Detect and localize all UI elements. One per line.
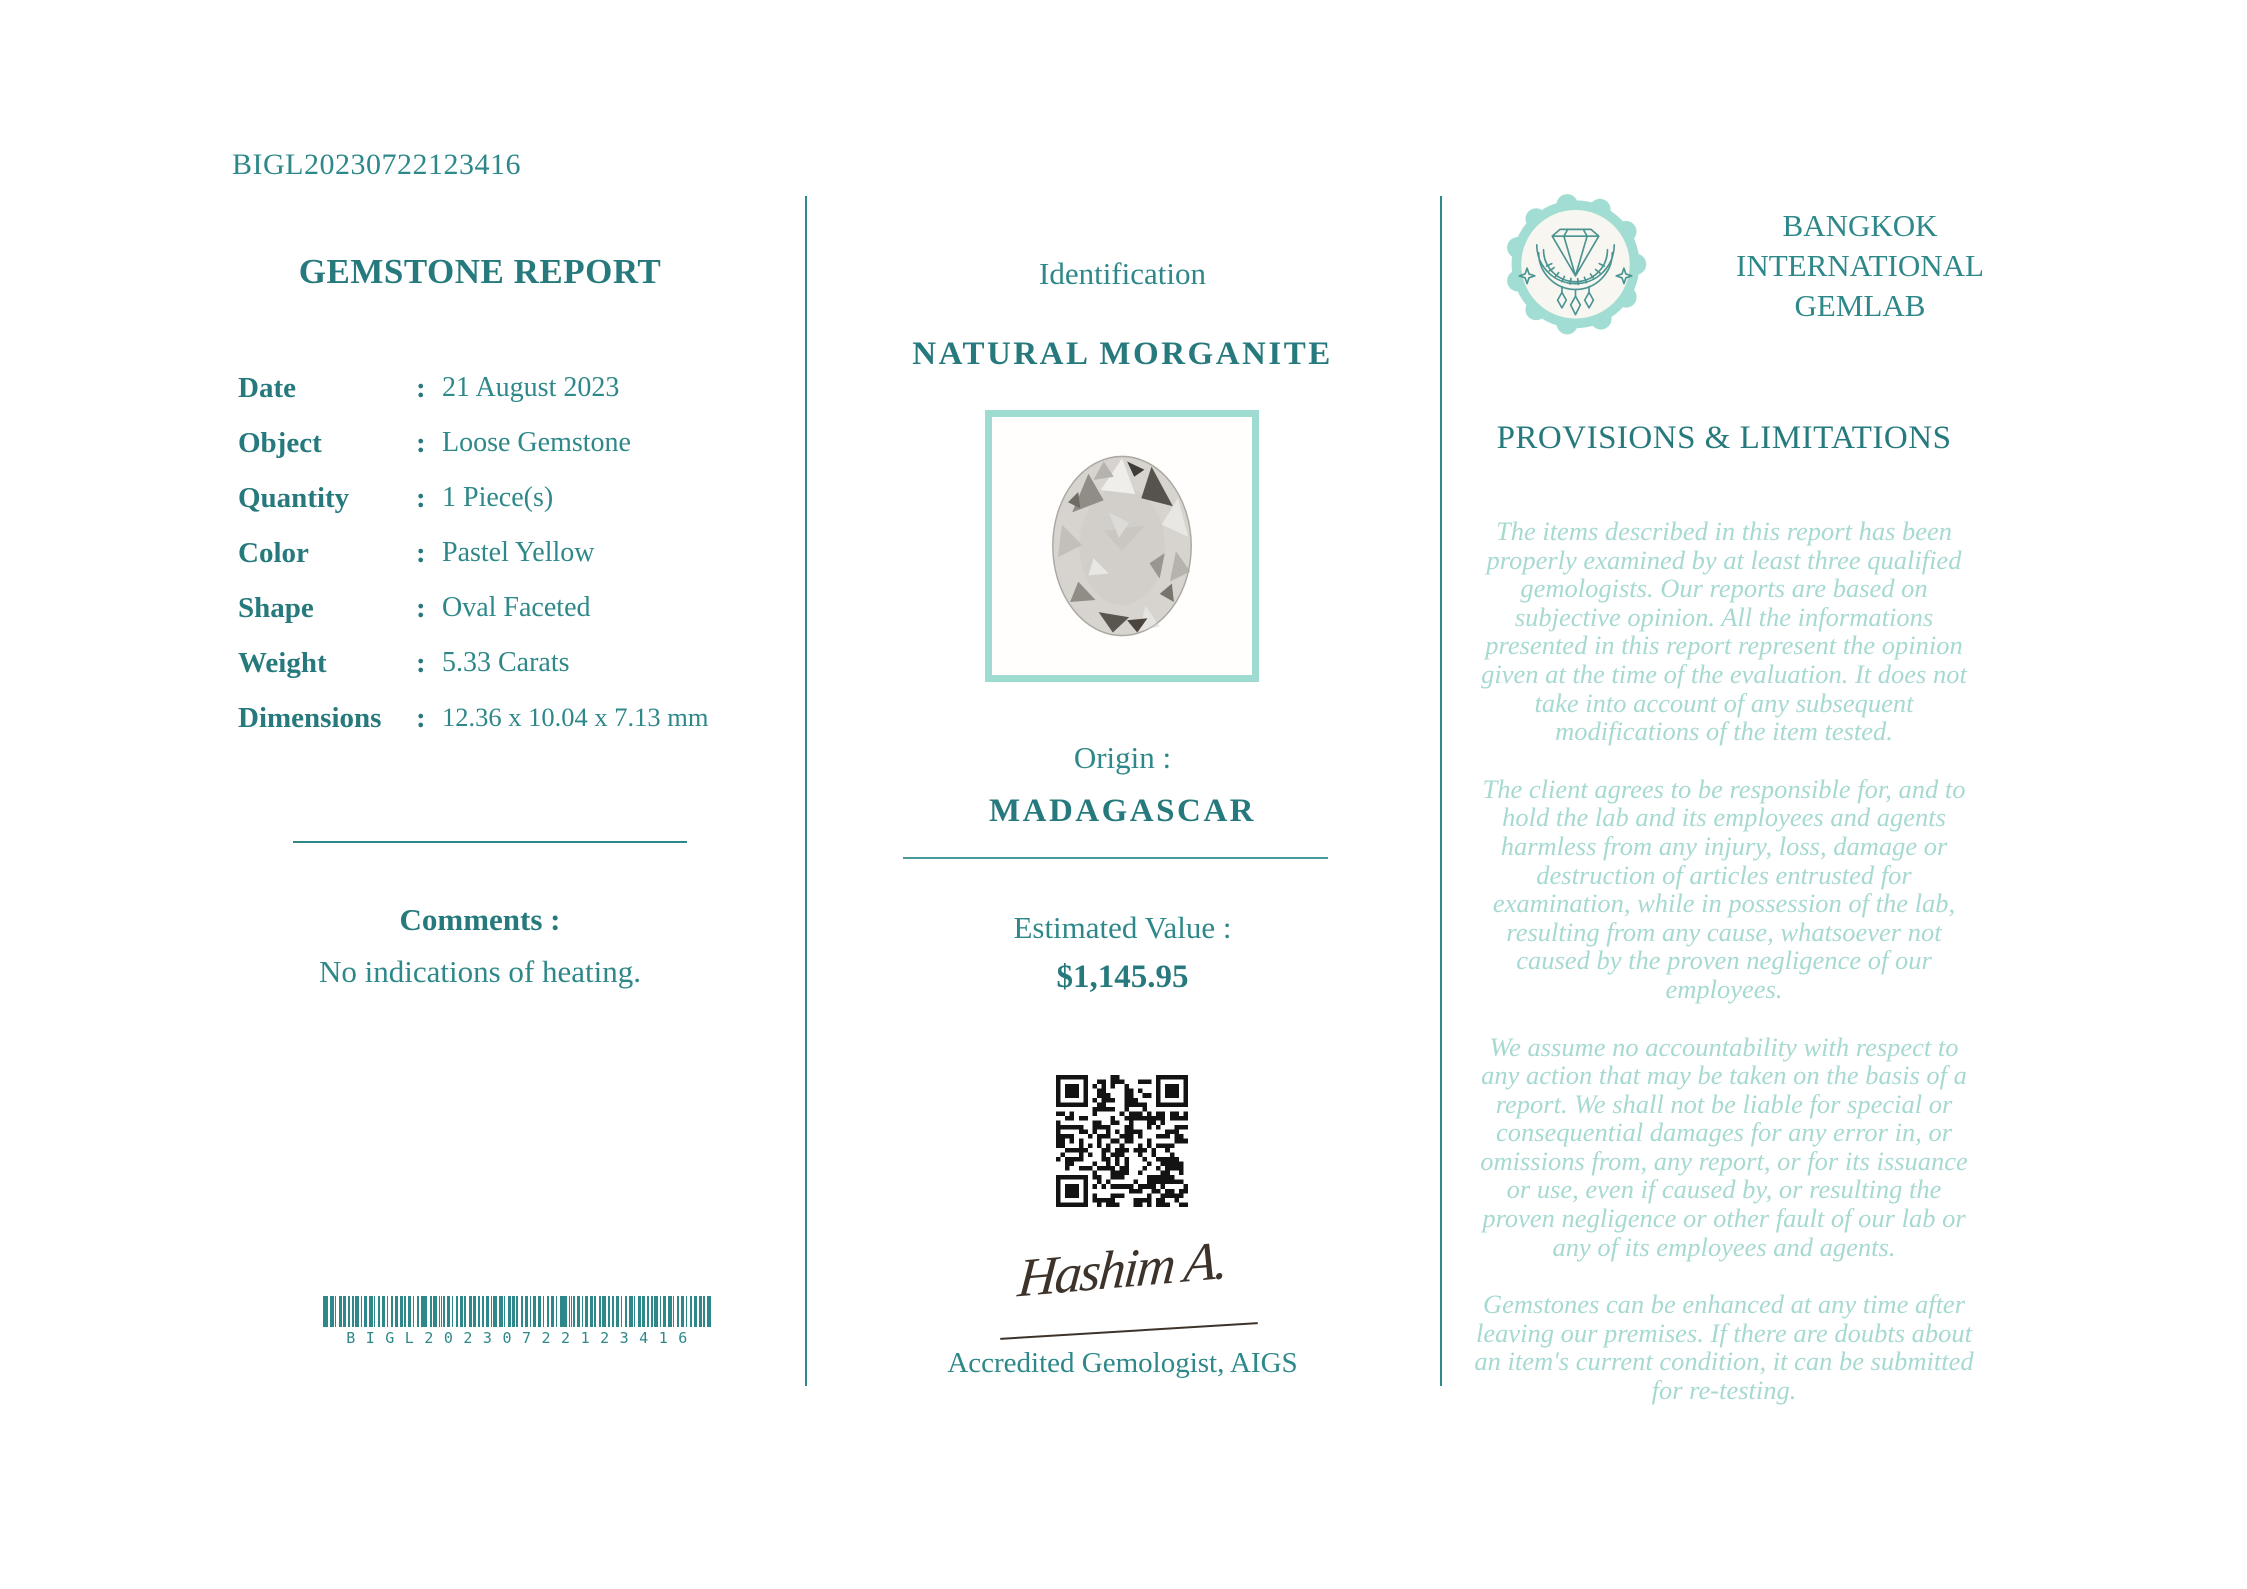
provisions-block: [1468, 420, 1980, 1434]
field-label: Dimensions: [238, 702, 382, 734]
identification-section: [805, 0, 1440, 1589]
field-colon: :: [416, 592, 426, 624]
estimated-value: $1,145.95: [1056, 959, 1189, 995]
provisions-title: PROVISIONS & LIMITATIONS: [1496, 420, 1952, 456]
comments-divider: [293, 841, 687, 843]
identification-heading: Identification: [1039, 256, 1206, 291]
field-row-weight: [238, 647, 758, 702]
provision-paragraph-4: Gemstones can be enhanced at any time after leaving our premises. If there are doubts about an item's current condition, it can be submitted for re-testing.: [1474, 1289, 1974, 1406]
qr-code: [1056, 1075, 1188, 1207]
field-row-quantity: [238, 482, 758, 537]
field-colon: :: [416, 702, 426, 734]
field-label: Quantity: [238, 482, 350, 514]
field-label: Object: [238, 427, 322, 459]
origin-divider: [903, 857, 1328, 859]
field-value: Oval Faceted: [442, 592, 591, 623]
barcode: [323, 1296, 711, 1347]
report-details-section: [200, 0, 760, 1589]
provision-paragraph-2: The client agrees to be responsible for, and to hold the lab and its employees and agents harmless from any injury, loss, damage or destruction of articles entrusted for examination, while in possession of the lab, resulting from any cause, whatsoever not caused by the proven negligence of our employees.: [1482, 773, 1966, 1004]
comments-text: No indications of heating.: [319, 954, 641, 989]
field-colon: :: [416, 647, 426, 679]
gem-photo: [1007, 431, 1237, 661]
report-title: GEMSTONE REPORT: [298, 252, 662, 291]
report-number: BIGL20230722123416: [232, 148, 521, 181]
field-value: 1 Piece(s): [442, 482, 554, 513]
estimated-value-label: Estimated Value :: [1013, 910, 1232, 945]
gemologist-credential: Accredited Gemologist, AIGS: [947, 1347, 1298, 1379]
field-label: Date: [238, 372, 296, 404]
field-row-dimensions: [238, 702, 758, 757]
comments-label: Comments :: [399, 902, 561, 937]
field-value: 12.36 x 10.04 x 7.13 mm: [442, 702, 709, 732]
field-colon: :: [416, 482, 426, 514]
field-value: Loose Gemstone: [442, 427, 631, 458]
gem-photo-frame: [985, 410, 1259, 682]
lab-name: BANGKOK INTERNATIONAL GEMLAB: [1736, 208, 1984, 323]
origin-value: MADAGASCAR: [989, 793, 1256, 829]
field-colon: :: [416, 372, 426, 404]
origin-label: Origin :: [1073, 740, 1172, 775]
field-label: Shape: [238, 592, 314, 624]
field-value: 5.33 Carats: [442, 647, 570, 678]
gem-identification: NATURAL MORGANITE: [912, 336, 1333, 372]
provision-paragraph-1: The items described in this report has been properly examined by at least three qualified gemologists. Our reports are based on subjective opinion. All the informations presented in this report represent the opinion given at the time of the evaluation. It does not take into account of any subsequent modifications of the item tested.: [1481, 516, 1967, 747]
field-row-color: [238, 537, 758, 592]
signature-underline: [1000, 1322, 1258, 1340]
provision-paragraph-3: We assume no accountability with respect to any action that may be taken on the basis of a report. We shall not be liable for special or consequential damages for any error in, or omissions from, any report, or for its issuance or use, even if caused by, or resulting the proven negligence or other fault of our lab or any of its employees and agents.: [1480, 1031, 1968, 1262]
field-value: 21 August 2023: [442, 372, 620, 403]
barcode-bars: [323, 1296, 711, 1327]
field-colon: :: [416, 427, 426, 459]
lab-info-section: [1440, 0, 2047, 1589]
lab-logo-icon: [1498, 192, 1653, 352]
field-colon: :: [416, 537, 426, 569]
field-row-date: [238, 372, 758, 427]
field-label: Color: [238, 537, 309, 569]
barcode-text: BIGL20230722123416: [346, 1329, 698, 1347]
report-fields: [238, 372, 758, 757]
field-value: Pastel Yellow: [442, 537, 595, 568]
gemologist-signature: Hashim A.: [1015, 1229, 1230, 1309]
field-row-object: [238, 427, 758, 482]
qr-code-graphic: [1056, 1075, 1188, 1207]
field-label: Weight: [238, 647, 327, 679]
field-row-shape: [238, 592, 758, 647]
